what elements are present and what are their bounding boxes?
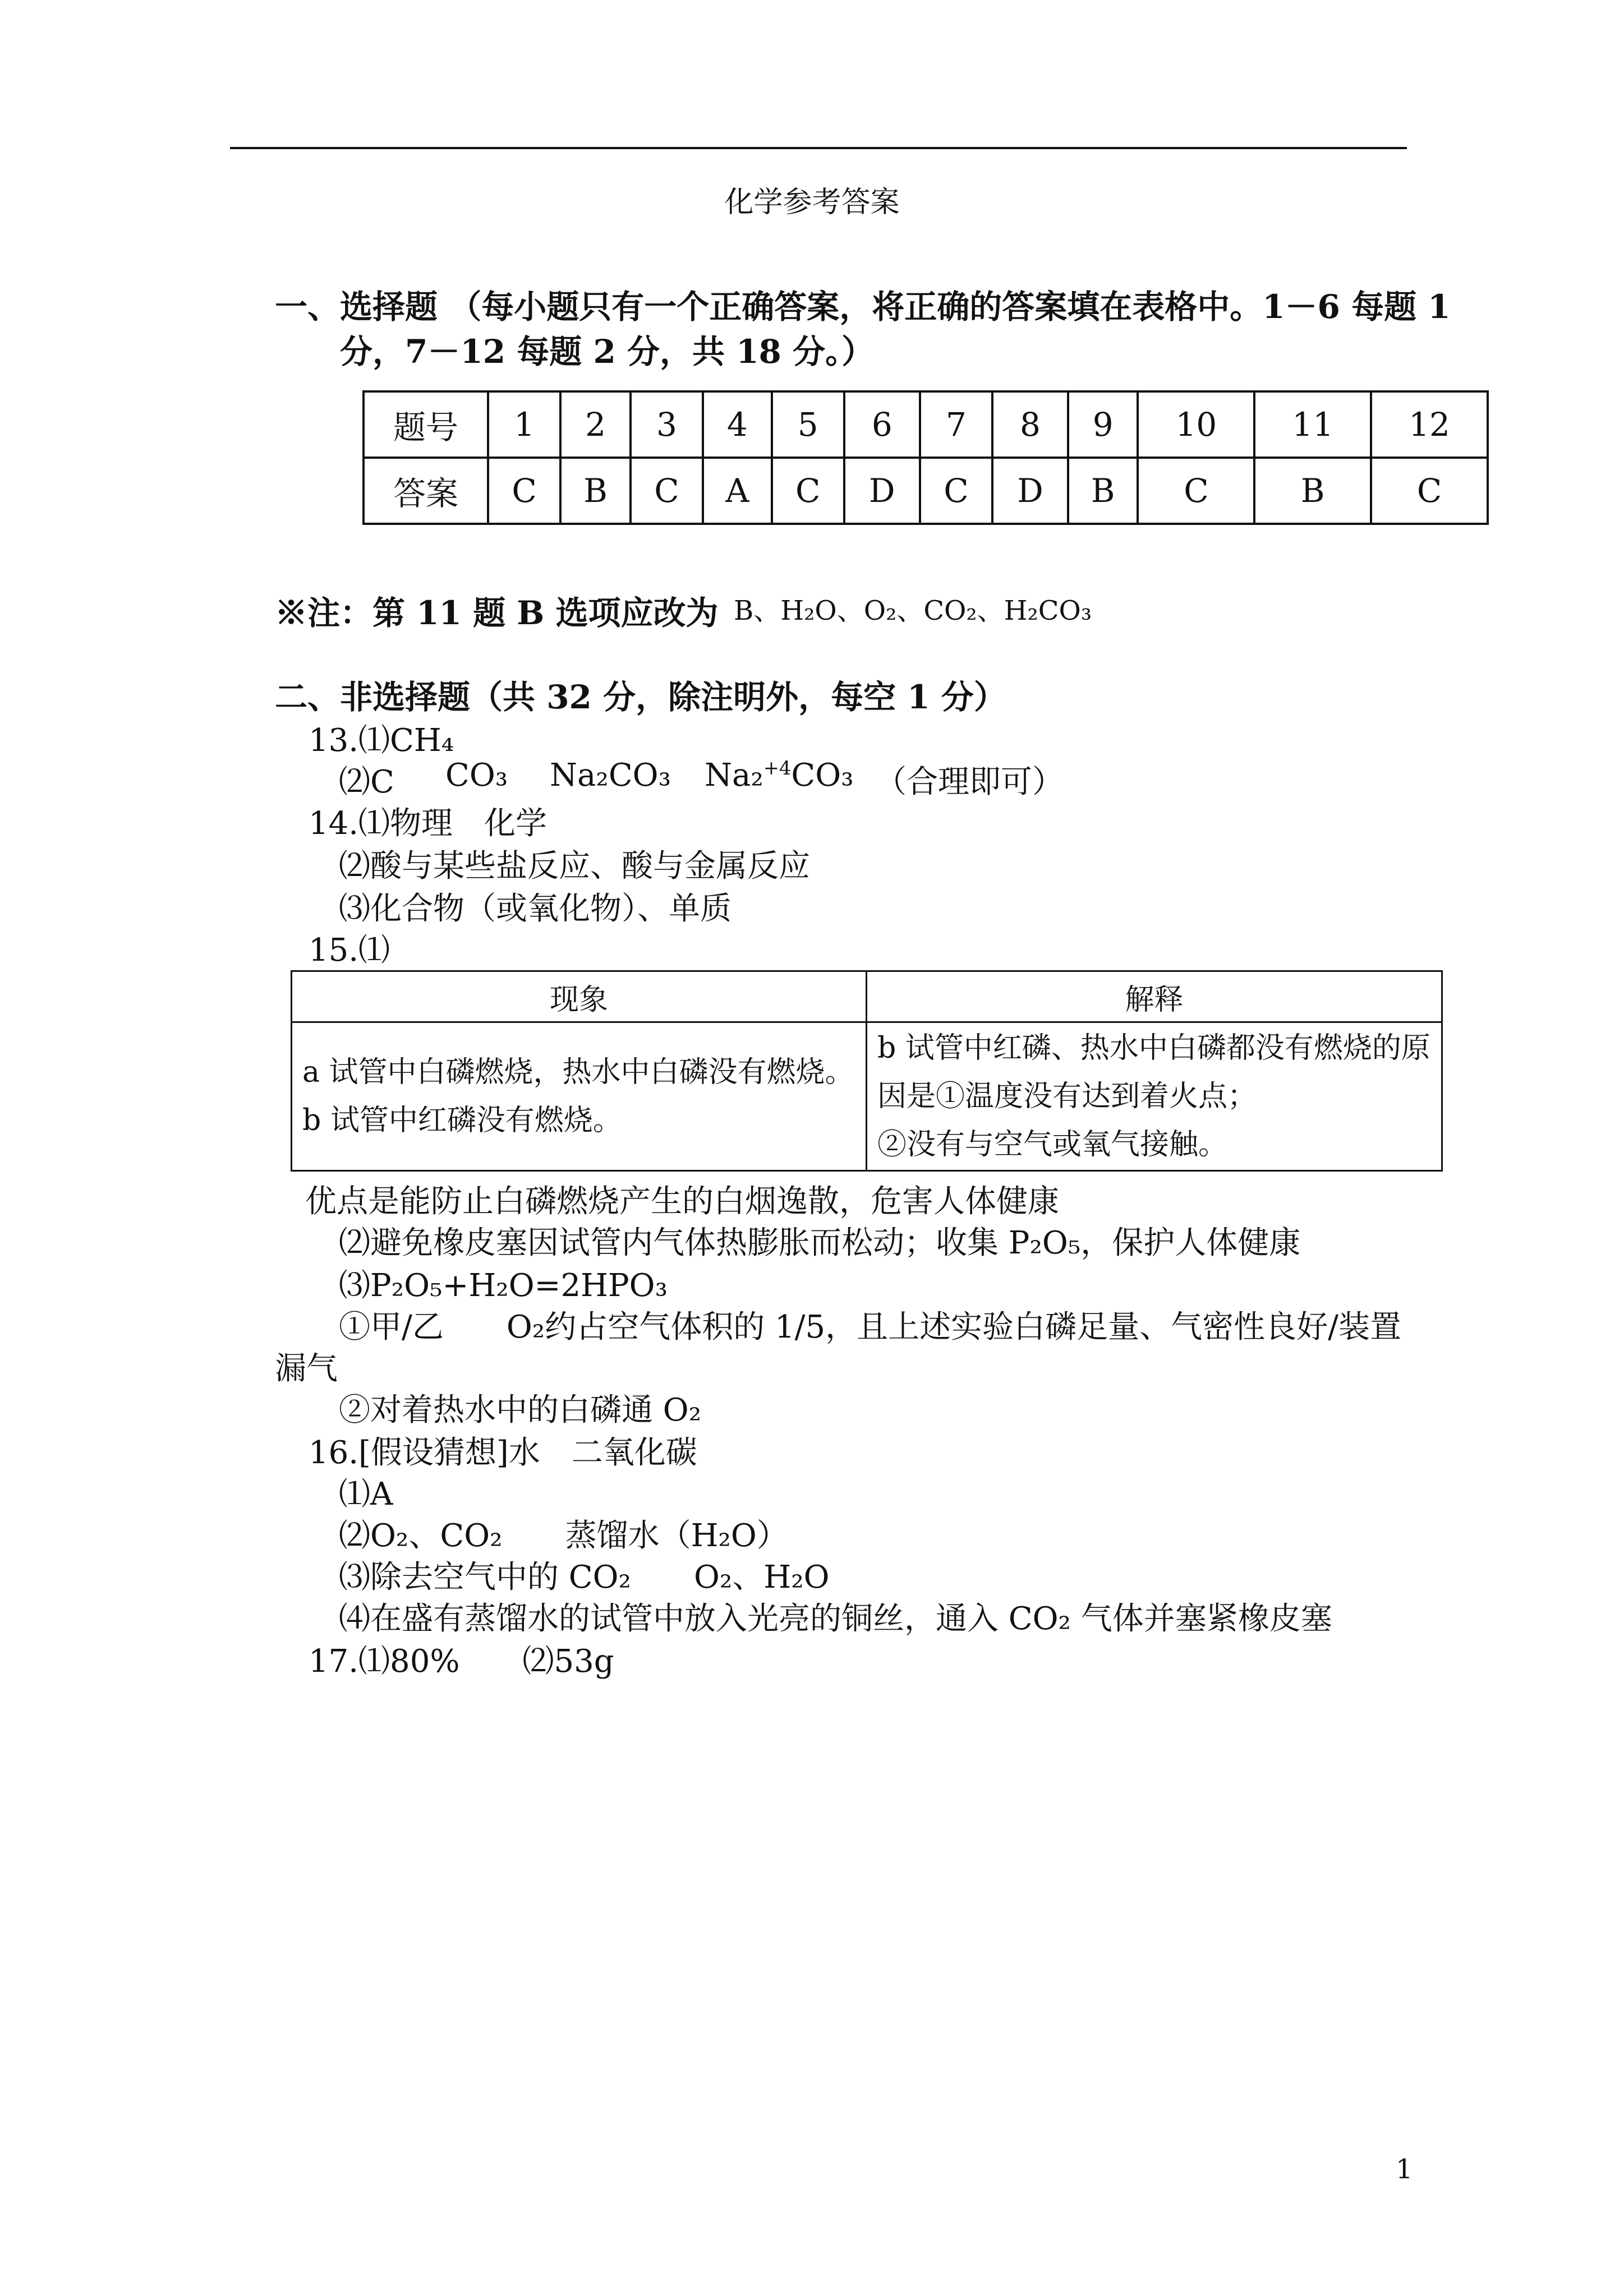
- phenomenon-cell: [292, 1022, 867, 1171]
- page-number: 1: [1396, 2154, 1413, 2185]
- table-cell: C: [772, 458, 844, 524]
- section1-heading-line1: 一、选择题 （每小题只有一个正确答案，将正确的答案填在表格中。1－6 每题 1: [275, 288, 1451, 326]
- table-cell: 3: [631, 391, 703, 458]
- q13-part2-b: CO₃: [445, 757, 508, 794]
- q13-part2-d-sup: +4: [763, 757, 792, 779]
- q13-part2-d-post: CO₃: [791, 757, 854, 794]
- table-cell: C: [1138, 458, 1254, 524]
- table-cell: B: [560, 458, 631, 524]
- header-explanation: 解释: [867, 971, 1442, 1022]
- row-label-number: 题号: [364, 391, 488, 458]
- q15-part3: ⑶P₂O₅+H₂O=2HPO₃: [339, 1267, 668, 1304]
- phenomenon-line1: a 试管中白磷燃烧，热水中白磷没有燃烧。: [302, 1055, 854, 1089]
- question-number-row: [364, 391, 1488, 458]
- section1-heading-line2: 分，7－12 每题 2 分，共 18 分。）: [340, 333, 875, 371]
- q15-advantage: 优点是能防止白磷燃烧产生的白烟逸散，危害人体健康: [305, 1183, 1059, 1220]
- q16-part4: ⑷在盛有蒸馏水的试管中放入光亮的铜丝，通入 CO₂ 气体并塞紧橡皮塞: [339, 1601, 1332, 1637]
- note-label: ※注：第 11 题 B 选项应改为: [275, 594, 719, 632]
- q14-part1: 14.⑴物理 化学: [309, 805, 548, 842]
- table-cell: B: [1254, 458, 1371, 524]
- table-cell: C: [1371, 458, 1488, 524]
- table-cell: A: [703, 458, 772, 524]
- row-label-answer: 答案: [364, 458, 488, 524]
- top-rule: [230, 147, 1407, 149]
- table-cell: 8: [992, 391, 1068, 458]
- q15-part3-2: ②对着热水中的白磷通 O₂: [339, 1392, 702, 1428]
- section2-heading: 二、非选择题（共 32 分，除注明外，每空 1 分）: [275, 678, 1006, 716]
- q15-part2: ⑵避免橡皮塞因试管内气体热膨胀而松动；收集 P₂O₅，保护人体健康: [339, 1225, 1301, 1261]
- table-cell: 7: [920, 391, 992, 458]
- q15-part3-1-line1: ①甲/乙 O₂约占空气体积的 1/5，且上述实验白磷足量、气密性良好/装置: [339, 1309, 1402, 1345]
- answer-row: [364, 458, 1488, 524]
- q16-part2: ⑵O₂、CO₂ 蒸馏水（H₂O）: [339, 1518, 788, 1554]
- q16-hypothesis: 16.[假设猜想]水 二氧化碳: [309, 1435, 697, 1471]
- table-cell: 6: [844, 391, 920, 458]
- table-cell: C: [631, 458, 703, 524]
- table-cell: C: [488, 458, 560, 524]
- experiment-table-header: [292, 971, 1442, 1022]
- experiment-table: [291, 970, 1443, 1172]
- table-cell: 10: [1138, 391, 1254, 458]
- table-cell: 4: [703, 391, 772, 458]
- table-cell: 9: [1068, 391, 1138, 458]
- q15-part3-1-line2: 漏气: [275, 1350, 338, 1387]
- q14-part2: ⑵酸与某些盐反应、酸与金属反应: [339, 848, 810, 884]
- header-phenomenon: 现象: [292, 971, 867, 1022]
- table-cell: 11: [1254, 391, 1371, 458]
- q13-part2-e: （合理即可）: [875, 764, 1064, 800]
- table-cell: D: [992, 458, 1068, 524]
- explanation-line2: 因是①温度没有达到着火点；: [877, 1080, 1257, 1113]
- explanation-line3: ②没有与空气或氧气接触。: [877, 1128, 1228, 1161]
- q17-answers: 17.⑴80% ⑵53g: [309, 1643, 614, 1680]
- table-cell: 12: [1371, 391, 1488, 458]
- document-title: 化学参考答案: [724, 186, 900, 219]
- q16-part3: ⑶除去空气中的 CO₂ O₂、H₂O: [339, 1559, 830, 1596]
- q15-part1: 15.⑴: [309, 932, 390, 969]
- table-cell: 5: [772, 391, 844, 458]
- table-cell: D: [844, 458, 920, 524]
- q13-part2-d-pre: Na₂: [705, 757, 763, 794]
- explanation-line1: b 试管中红磷、热水中白磷都没有燃烧的原: [877, 1031, 1430, 1065]
- q13-part2-a: ⑵C: [339, 764, 394, 800]
- answer-table: [362, 390, 1489, 525]
- note-value: B、H₂O、O₂、CO₂、H₂CO₃: [734, 595, 1092, 626]
- q16-part1: ⑴A: [339, 1476, 393, 1513]
- explanation-cell: [867, 1022, 1442, 1171]
- phenomenon-line2: b 试管中红磷没有燃烧。: [302, 1104, 622, 1137]
- table-cell: C: [920, 458, 992, 524]
- experiment-table-row: [292, 1022, 1442, 1171]
- q13-part2-d: [705, 757, 854, 794]
- q14-part3: ⑶化合物（或氧化物）、单质: [339, 891, 732, 927]
- table-cell: 1: [488, 391, 560, 458]
- q13-part2-c: Na₂CO₃: [550, 757, 671, 794]
- q13-part1: 13.⑴CH₄: [309, 722, 454, 759]
- table-cell: 2: [560, 391, 631, 458]
- table-cell: B: [1068, 458, 1138, 524]
